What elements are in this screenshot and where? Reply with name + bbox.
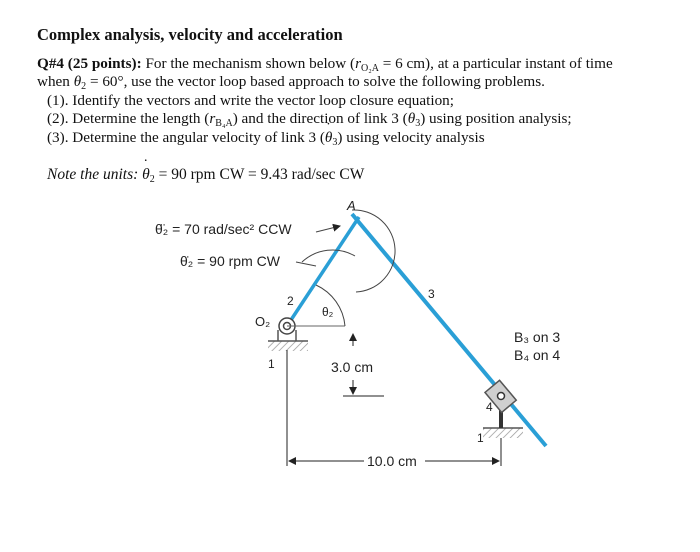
question-line2-sub: 2 [81,81,87,92]
pivot-o2-label: O₂ [255,314,271,329]
ground-o2 [268,341,308,351]
task2-sub2: 3 [415,118,421,129]
units-note-sub: 2 [149,174,155,185]
question-line2-b: = 60°, use the vector loop based approach to solve the following problems. [86,73,545,90]
theta2-label: θ₂ [322,305,334,319]
question-line2-a: when [37,73,74,90]
question-intro-var: r [355,55,361,72]
link4-label: 4 [486,400,493,414]
ground-slider [483,428,523,438]
task2-var: r [209,110,216,127]
b4-label: B₄ on 4 [514,347,561,363]
point-a-label: A [347,198,356,213]
task2-var2: θ [407,110,416,127]
question-label: Q#4 (25 points): [37,55,142,72]
task2-a: (2). Determine the length ( [47,110,210,127]
question-intro-sub: O₂A [361,63,379,74]
b3-label: B₃ on 3 [514,329,561,345]
ground-right-label: 1 [477,431,484,445]
link2-label: 2 [287,294,294,308]
question-intro-b: = 6 cm), at a particular instant of time [378,55,613,72]
ground-left-label: 1 [268,357,275,371]
task3-sub: 3 [332,137,338,148]
task3-b: ) using velocity analysis [337,129,485,146]
task-1: (1). Identify the vectors and write the vector loop closure equation; [47,92,454,109]
units-note-var: ˙ θ [142,166,150,184]
task2-b: ) and the direction of link 3 ( [232,110,408,127]
page-title: Complex analysis, velocity and acceleration [37,25,343,44]
link3-label: 3 [428,287,435,301]
vel-leader [296,262,316,266]
dim-vertical-label: 3.0 cm [331,359,374,375]
slider-pin [498,393,505,400]
accel-label: θ̈₂ = 70 rad/sec² CCW [155,221,292,237]
task2-sub: B₄A [215,118,233,129]
accel-leader [316,226,340,232]
vel-label: θ̇₂ = 90 rpm CW [180,253,280,269]
units-note-label: Note the units: [47,166,143,183]
question-intro-a: For the mechanism shown below ( [145,55,356,72]
task3-a: (3). Determine the angular velocity of link 3 ( [47,129,325,146]
task2-c: ) using position analysis; [420,110,572,127]
dim-horizontal-label: 10.0 cm [367,453,417,469]
task3-var: ˙ θ [325,129,332,147]
question-line2-var: θ [73,73,82,90]
units-note-value: = 90 rpm CW = 9.43 rad/sec CW [154,166,365,183]
